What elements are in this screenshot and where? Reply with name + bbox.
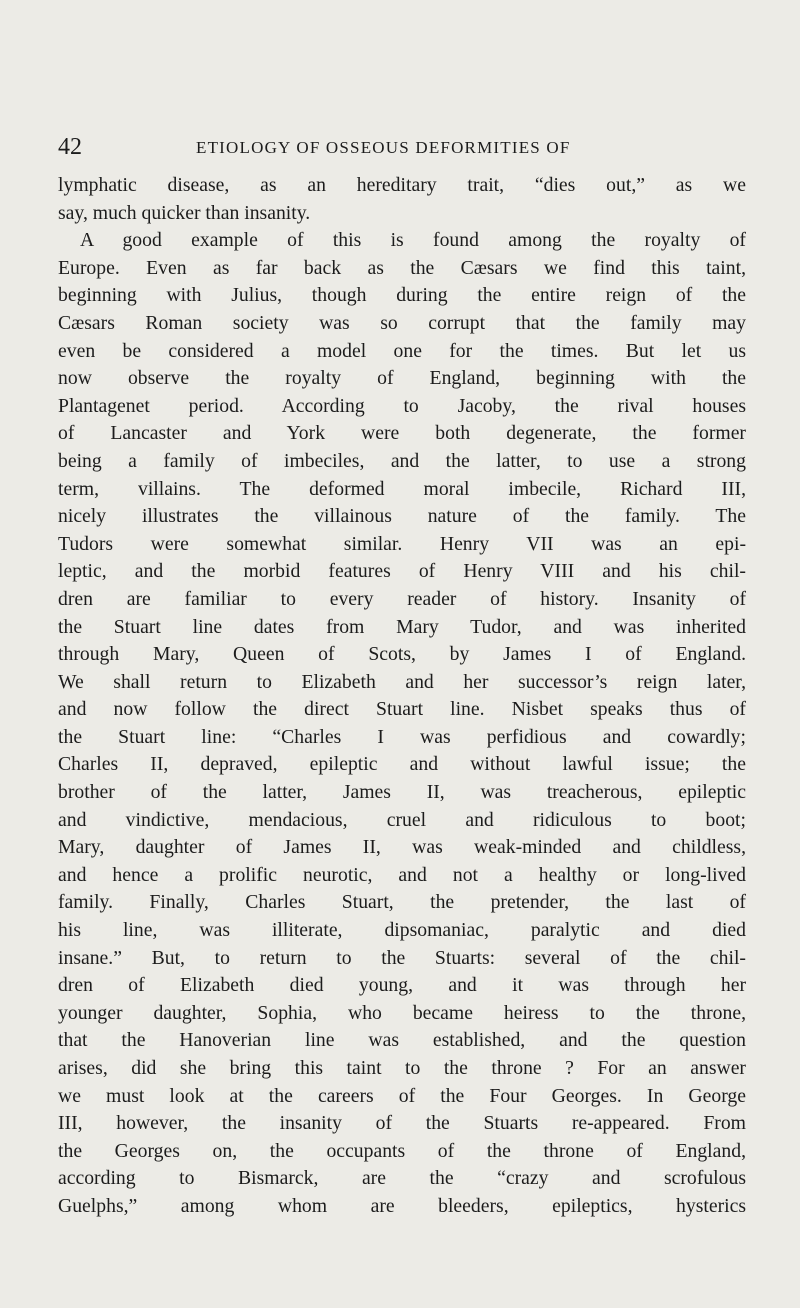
text-line: We shall return to Elizabeth and her successor’s reign later, [58, 670, 746, 693]
text-line: the Stuart line dates from Mary Tudor, and was inherited [58, 615, 746, 638]
text-line: term, villains. The deformed moral imbecile, Richard III, [58, 477, 746, 500]
text-line: family. Finally, Charles Stuart, the pretender, the last of [58, 891, 746, 914]
text-line: his line, was illiterate, dipsomaniac, paralytic and died [58, 919, 746, 942]
text-line: Tudors were somewhat similar. Henry VII was an epi- [58, 532, 746, 555]
text-line: of Lancaster and York were both degenerate, the former [58, 422, 746, 445]
text-line: lymphatic disease, as an hereditary trait, “dies out,” as we [58, 174, 746, 196]
running-head [58, 132, 748, 162]
text-line: younger daughter, Sophia, who became heiress to the throne, [58, 1001, 746, 1024]
text-line: being a family of imbeciles, and the latter, to use a strong [58, 449, 746, 472]
text-line: Mary, daughter of James II, was weak-minded and childless, [58, 836, 746, 859]
page-number: 42 [58, 134, 82, 160]
text-line: dren are familiar to every reader of history. Insanity of [58, 587, 746, 610]
text-line: now observe the royalty of England, beginning with the [58, 367, 746, 390]
text-line: brother of the latter, James II, was treacherous, epileptic [58, 781, 746, 804]
text-line: A good example of this is found among the royalty of [80, 229, 746, 252]
text-line: the Georges on, the occupants of the throne of England, [58, 1139, 746, 1162]
text-line: nicely illustrates the villainous nature of the family. The [58, 505, 746, 528]
text-line: and hence a prolific neurotic, and not a healthy or long-lived [58, 863, 746, 886]
text-line: even be considered a model one for the times. But let us [58, 339, 746, 362]
text-line: we must look at the careers of the Four Georges. In George [58, 1084, 746, 1107]
text-line: beginning with Julius, though during the entire reign of the [58, 284, 746, 307]
text-line: leptic, and the morbid features of Henry VIII and his chil- [58, 560, 746, 583]
text-line: III, however, the insanity of the Stuarts re-appeared. From [58, 1112, 746, 1135]
text-line: say, much quicker than insanity. [58, 201, 311, 224]
text-line: arises, did she bring this taint to the throne ? For an answer [58, 1057, 746, 1079]
text-line: through Mary, Queen of Scots, by James I of England. [58, 643, 746, 666]
text-line: according to Bismarck, are the “crazy and scrofulous [58, 1167, 746, 1190]
text-line: dren of Elizabeth died young, and it was through her [58, 974, 746, 997]
text-line: that the Hanoverian line was established, and the question [58, 1029, 746, 1052]
text-line: and now follow the direct Stuart line. Nisbet speaks thus of [58, 698, 746, 721]
text-line: Europe. Even as far back as the Cæsars we find this taint, [58, 256, 746, 279]
body-text [58, 172, 746, 1221]
running-title: ETIOLOGY OF OSSEOUS DEFORMITIES OF [196, 138, 571, 157]
text-line: Cæsars Roman society was so corrupt that the family may [58, 311, 746, 334]
text-line: insane.” But, to return to the Stuarts: several of the chil- [58, 946, 746, 969]
text-line: the Stuart line: “Charles I was perfidious and cowardly; [58, 725, 746, 748]
text-line: Plantagenet period. According to Jacoby, the rival houses [58, 394, 746, 417]
text-line: Guelphs,” among whom are bleeders, epileptics, hysterics [58, 1194, 746, 1217]
text-line: and vindictive, mendacious, cruel and ridiculous to boot; [58, 808, 746, 831]
text-line: Charles II, depraved, epileptic and without lawful issue; the [58, 753, 746, 776]
